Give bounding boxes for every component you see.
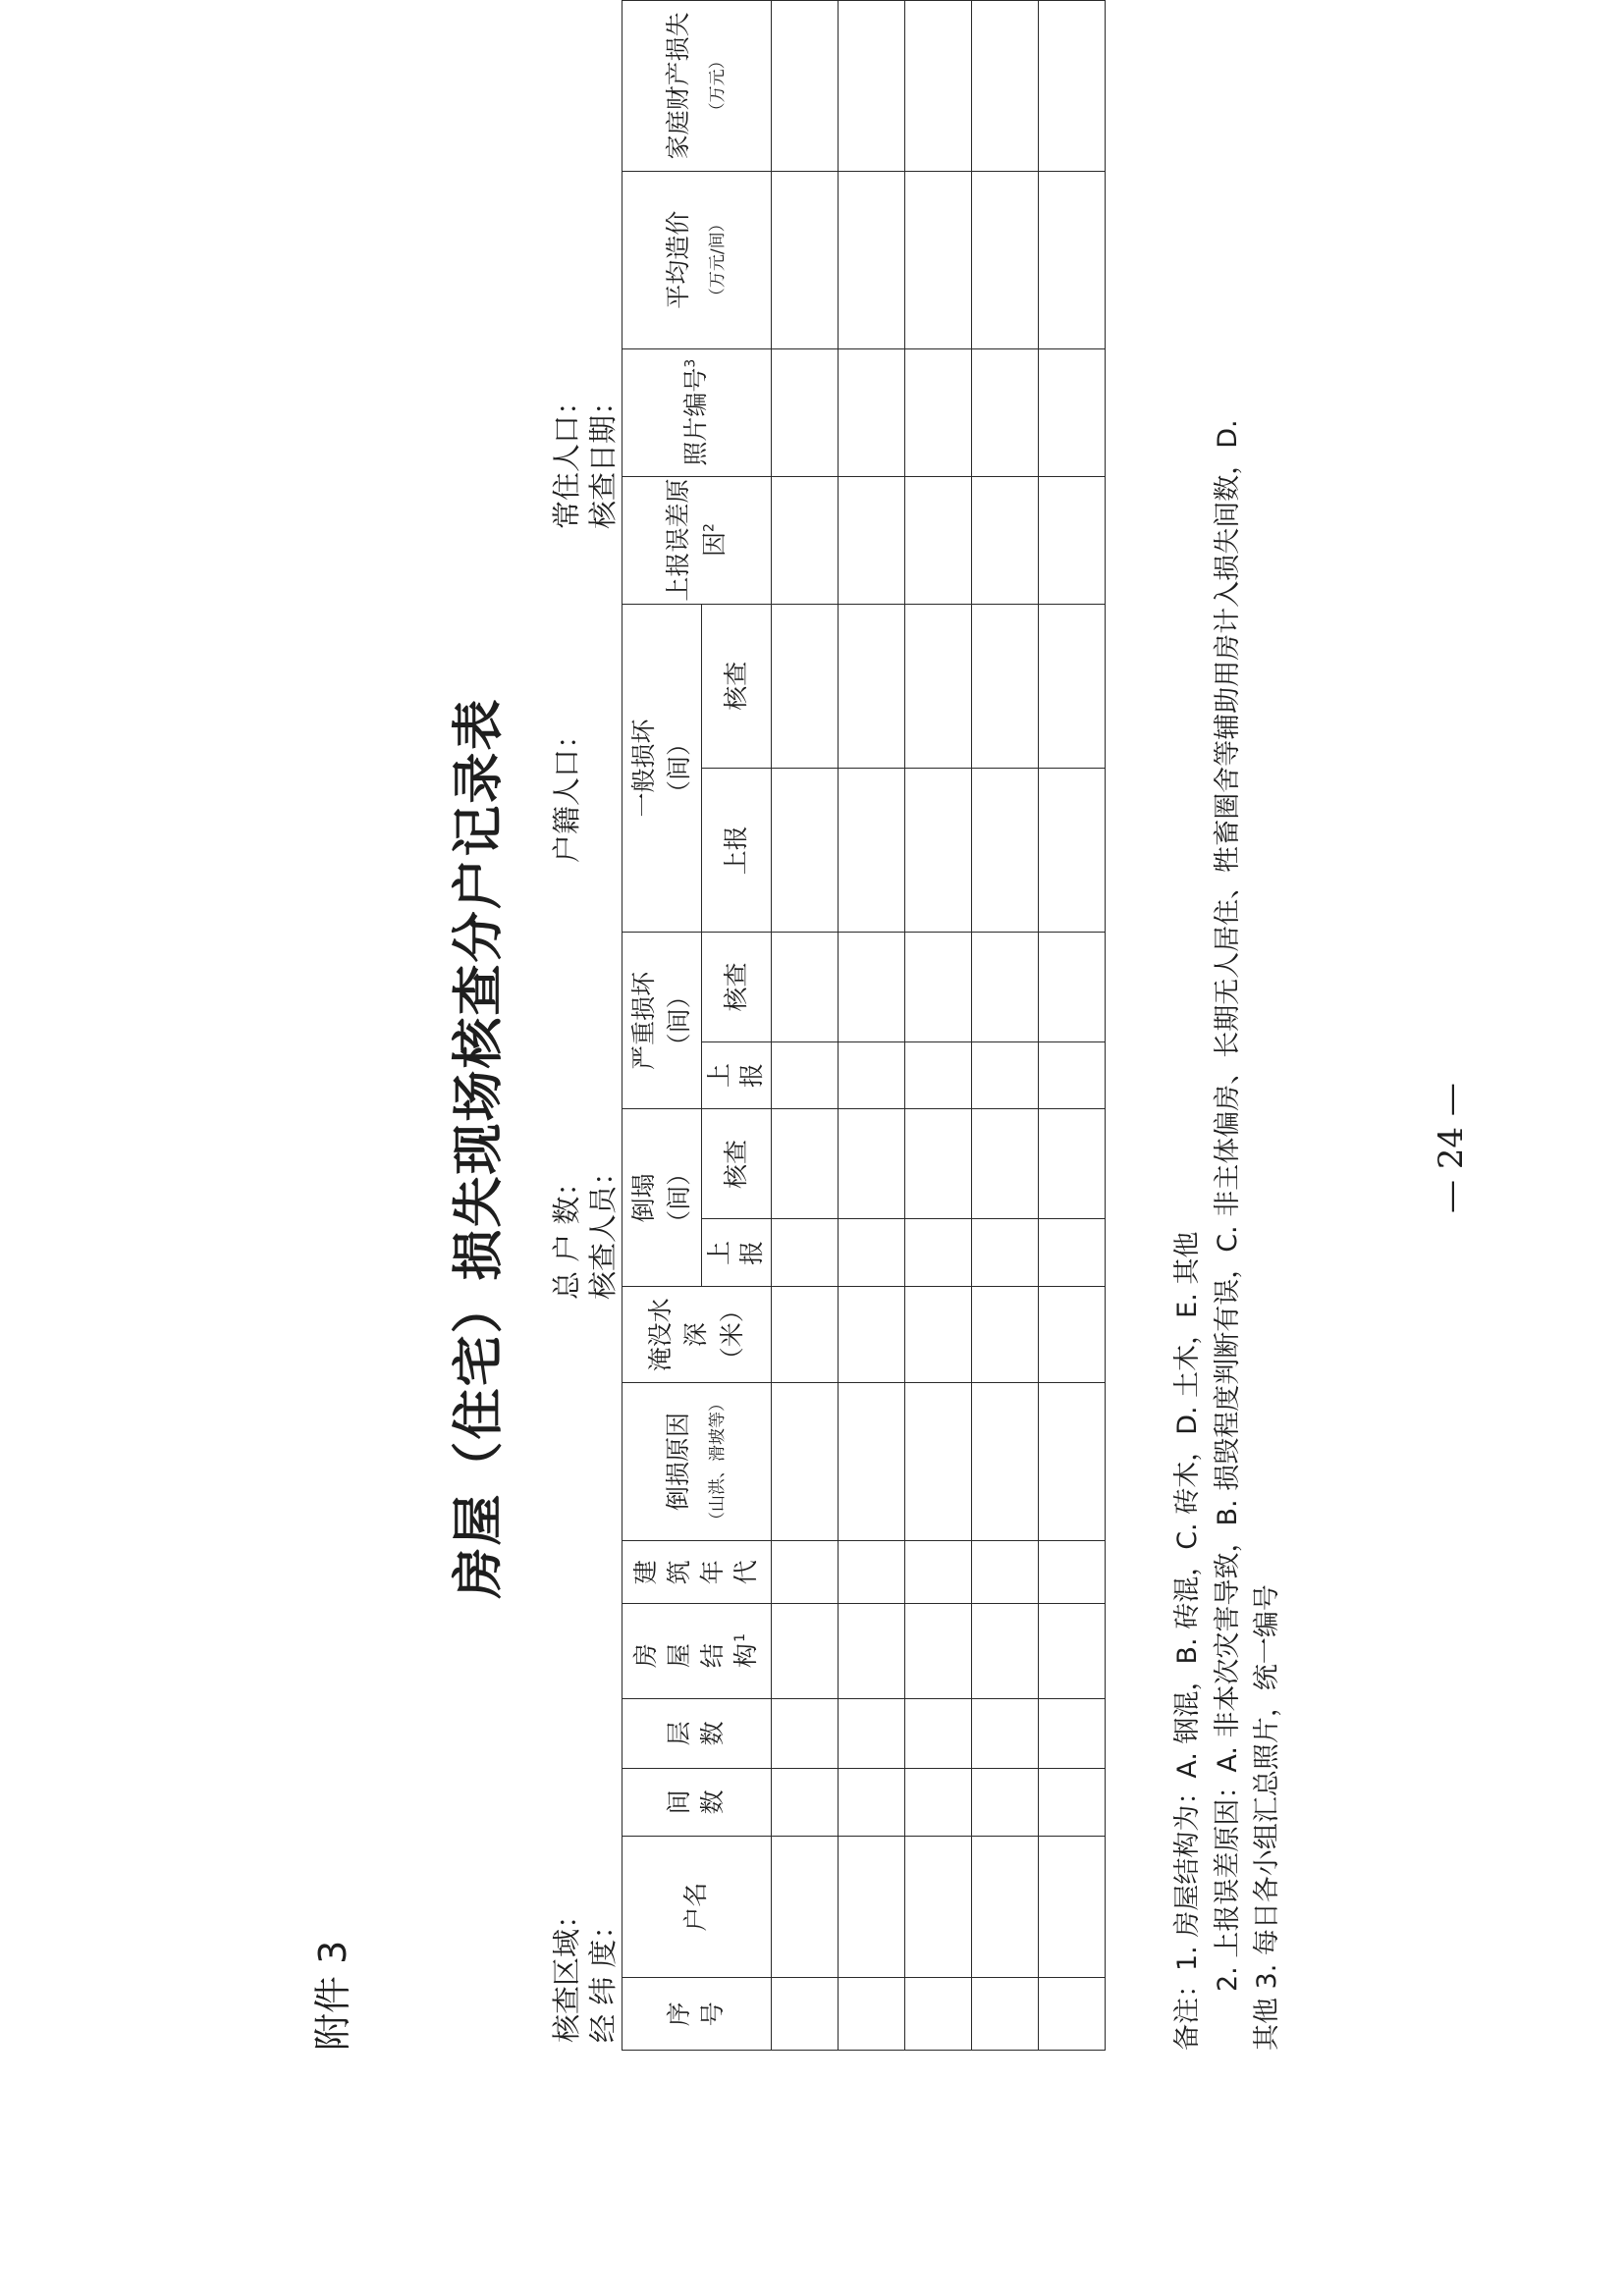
table-cell bbox=[972, 1978, 1039, 2051]
seq-header: 序号 bbox=[623, 1978, 772, 2051]
table-cell bbox=[1039, 1041, 1106, 1109]
collapsed-reported-header: 上报 bbox=[702, 1219, 772, 1287]
table-cell bbox=[972, 604, 1039, 768]
table-cell bbox=[839, 1109, 905, 1219]
table-cell bbox=[772, 1287, 839, 1383]
structure-header: 房屋结构$^1$ bbox=[623, 1604, 772, 1698]
floors-header: 层数 bbox=[623, 1698, 772, 1768]
table-cell bbox=[972, 171, 1039, 348]
table-cell bbox=[772, 1768, 839, 1836]
form-title: 房屋（住宅）损失现场核查分户记录表 bbox=[449, 697, 509, 1599]
table-cell bbox=[772, 933, 839, 1041]
checker-label: 核查人员： bbox=[586, 1156, 620, 1300]
error-cause-header: 上报误差原因$^2$ bbox=[623, 476, 772, 604]
table-cell bbox=[772, 1041, 839, 1109]
property-loss-header: 家庭财产损失 （万元） bbox=[623, 1, 772, 172]
attachment-label: 附件 3 bbox=[311, 1940, 354, 2051]
photo-number-header: 照片编号$^3$ bbox=[623, 348, 772, 476]
table-cell bbox=[905, 348, 972, 476]
table-row bbox=[772, 1, 839, 2051]
table-row bbox=[839, 1, 905, 2051]
table-cell bbox=[839, 1978, 905, 2051]
table-cell bbox=[839, 768, 905, 932]
note-line-1: 备注：1. 房屋结构为：A. 钢混，B. 砖混，C. 砖木，D. 土木，E. 其他 bbox=[1172, 1231, 1203, 2051]
table-cell bbox=[772, 768, 839, 932]
note-line-2: 2. 上报误差原因：A. 非本次灾害导致，B. 损毁程度判断有误，C. 非主体偏房、长期无人居住、牲畜圈舍等辅助用房计入损失间数，D. bbox=[1213, 419, 1243, 1992]
note-line-3: 其他 3. 每日各小组汇总照片，统一编号 bbox=[1252, 1584, 1282, 2051]
table-cell bbox=[772, 1109, 839, 1219]
table-cell bbox=[772, 1540, 839, 1604]
general-checked-header: 核查 bbox=[702, 604, 772, 768]
table-cell bbox=[972, 768, 1039, 932]
table-cell bbox=[972, 1768, 1039, 1836]
rooms-header: 间数 bbox=[623, 1768, 772, 1836]
table-cell bbox=[772, 1, 839, 172]
table-cell bbox=[839, 1836, 905, 1978]
table-cell bbox=[905, 476, 972, 604]
table-cell bbox=[1039, 768, 1106, 932]
registered-population-label: 户籍人口： bbox=[550, 720, 583, 863]
table-cell bbox=[905, 1768, 972, 1836]
table-cell bbox=[972, 1383, 1039, 1541]
table-cell bbox=[905, 604, 972, 768]
table-cell bbox=[972, 1604, 1039, 1698]
table-cell bbox=[839, 476, 905, 604]
table-cell bbox=[1039, 1287, 1106, 1383]
table-cell bbox=[1039, 476, 1106, 604]
table-cell bbox=[839, 1041, 905, 1109]
table-cell bbox=[905, 171, 972, 348]
severe-checked-header: 核查 bbox=[702, 933, 772, 1041]
table-cell bbox=[905, 1604, 972, 1698]
table-cell bbox=[1039, 348, 1106, 476]
table-cell bbox=[972, 1, 1039, 172]
table-cell bbox=[905, 1978, 972, 2051]
cause-header: 倒损原因 （山洪、滑坡等） bbox=[623, 1383, 772, 1541]
table-cell bbox=[772, 348, 839, 476]
table-cell bbox=[772, 476, 839, 604]
check-area-label: 核查区域： bbox=[550, 1899, 583, 2043]
check-date-label: 核查日期： bbox=[586, 386, 620, 529]
page-number: — 24 — bbox=[1432, 1083, 1471, 1213]
severe-reported-header: 上报 bbox=[702, 1041, 772, 1109]
table-cell bbox=[905, 1109, 972, 1219]
table-cell bbox=[905, 1836, 972, 1978]
general-reported-header: 上报 bbox=[702, 768, 772, 932]
table-cell bbox=[972, 1219, 1039, 1287]
table-cell bbox=[972, 1698, 1039, 1768]
table-cell bbox=[972, 348, 1039, 476]
table-cell bbox=[772, 1604, 839, 1698]
table-cell bbox=[839, 604, 905, 768]
table-cell bbox=[905, 1287, 972, 1383]
table-cell bbox=[772, 1219, 839, 1287]
table-cell bbox=[1039, 1978, 1106, 2051]
table-cell bbox=[905, 933, 972, 1041]
table-cell bbox=[905, 1698, 972, 1768]
table-cell bbox=[1039, 1, 1106, 172]
header-row-top bbox=[623, 1, 702, 2051]
table-cell bbox=[772, 604, 839, 768]
table-cell bbox=[839, 1287, 905, 1383]
table-cell bbox=[839, 348, 905, 476]
table-cell bbox=[839, 1540, 905, 1604]
total-households-label: 总 户 数： bbox=[550, 1167, 583, 1300]
table-cell bbox=[839, 933, 905, 1041]
severe-damage-header: 严重损坏 （间） bbox=[623, 933, 702, 1109]
table-cell bbox=[905, 768, 972, 932]
resident-population-label: 常住人口： bbox=[550, 386, 583, 529]
table-row bbox=[972, 1, 1039, 2051]
table-cell bbox=[905, 1383, 972, 1541]
general-damage-header: 一般损坏 （间） bbox=[623, 604, 702, 933]
table-row bbox=[905, 1, 972, 2051]
table-cell bbox=[1039, 1698, 1106, 1768]
table-cell bbox=[972, 476, 1039, 604]
table-cell bbox=[1039, 171, 1106, 348]
table-cell bbox=[972, 1836, 1039, 1978]
table-cell bbox=[772, 1978, 839, 2051]
year-header: 建筑年代 bbox=[623, 1540, 772, 1604]
table-cell bbox=[1039, 1604, 1106, 1698]
table-cell bbox=[905, 1219, 972, 1287]
table-cell bbox=[905, 1, 972, 172]
flood-depth-header: 淹没水深 （米） bbox=[623, 1287, 772, 1383]
table-cell bbox=[972, 1540, 1039, 1604]
table-cell bbox=[772, 1383, 839, 1541]
collapsed-checked-header: 核查 bbox=[702, 1109, 772, 1219]
table-cell bbox=[772, 171, 839, 348]
collapsed-header: 倒塌 （间） bbox=[623, 1109, 702, 1287]
table-cell bbox=[972, 1109, 1039, 1219]
table-cell bbox=[1039, 1109, 1106, 1219]
table-cell bbox=[905, 1041, 972, 1109]
table-cell bbox=[839, 1698, 905, 1768]
table-cell bbox=[905, 1540, 972, 1604]
table-cell bbox=[1039, 1219, 1106, 1287]
average-price-header: 平均造价 （万元/间） bbox=[623, 171, 772, 348]
record-table bbox=[622, 0, 1106, 2051]
table-cell bbox=[772, 1836, 839, 1978]
table-cell bbox=[839, 1383, 905, 1541]
latlng-label: 经 纬 度： bbox=[586, 1910, 620, 2043]
owner-header: 户名 bbox=[623, 1836, 772, 1978]
table-cell bbox=[1039, 1836, 1106, 1978]
table-cell bbox=[972, 933, 1039, 1041]
table-cell bbox=[972, 1287, 1039, 1383]
table-cell bbox=[839, 1219, 905, 1287]
table-cell bbox=[839, 1604, 905, 1698]
table-cell bbox=[1039, 933, 1106, 1041]
table-cell bbox=[1039, 1768, 1106, 1836]
table-row bbox=[1039, 1, 1106, 2051]
table-cell bbox=[839, 1, 905, 172]
table-cell bbox=[839, 1768, 905, 1836]
table-cell bbox=[772, 1698, 839, 1768]
table-cell bbox=[1039, 604, 1106, 768]
table-cell bbox=[839, 171, 905, 348]
table-cell bbox=[1039, 1540, 1106, 1604]
table-cell bbox=[972, 1041, 1039, 1109]
table-cell bbox=[1039, 1383, 1106, 1541]
